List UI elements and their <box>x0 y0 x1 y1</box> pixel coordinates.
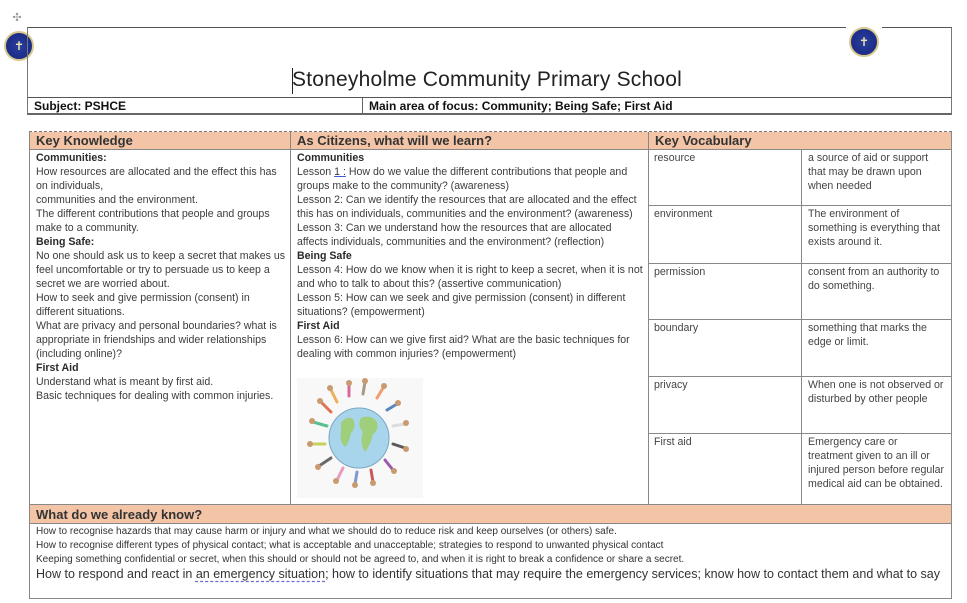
vocab-row <box>649 320 951 377</box>
curriculum-table <box>29 131 952 505</box>
kk-line: communities and the environment. <box>36 194 198 206</box>
vocab-term[interactable]: resource <box>649 150 802 205</box>
key-vocabulary-column <box>649 132 951 504</box>
globe-people-image[interactable] <box>297 378 423 498</box>
kk-line: The different contributions that people and groups make to a community. <box>36 208 270 234</box>
grammar-flag[interactable]: an emergency situation <box>195 567 326 581</box>
school-title[interactable]: Stoneyholme Community Primary School <box>292 68 683 91</box>
key-knowledge-header[interactable]: Key Knowledge <box>30 132 290 150</box>
kk-line: No one should ask us to keep a secret that makes us feel uncomfortable or try to persuade us to keep a secret we are worried about. <box>36 250 286 290</box>
kk-line: First Aid <box>36 362 79 374</box>
section-label: First Aid <box>297 320 340 332</box>
kk-line: Basic techniques for dealing with common injuries. <box>36 390 274 402</box>
vocab-term[interactable]: privacy <box>649 377 802 433</box>
as-citizens-body[interactable] <box>291 150 648 361</box>
prior-knowledge-line: How to recognise different types of physical contact; what is acceptable and unacceptable; strategies to respond to unwanted physical contact <box>36 540 664 551</box>
kk-line: How resources are allocated and the effect this has on individuals, <box>36 166 277 192</box>
key-knowledge-column <box>30 132 291 504</box>
move-handle-icon[interactable]: ✣ <box>12 11 22 24</box>
prior-knowledge-line: How to recognise hazards that may cause harm or injury and what we should do to reduce risk and keep ourselves (or others) safe. <box>36 526 617 537</box>
lesson-5: Lesson 5: How can we seek and give permission (consent) in different situations? (empowerment) <box>297 292 626 318</box>
subject-label[interactable]: Subject: PSHCE <box>28 98 363 113</box>
vocab-definition[interactable]: When one is not observed or disturbed by other people <box>808 379 944 405</box>
school-logo-right <box>849 27 879 57</box>
vocab-definition[interactable]: a source of aid or support that may be drawn upon when needed <box>808 152 929 192</box>
lesson-text: How do we value the different contributions that people and groups make to the community? (awareness) <box>297 166 628 192</box>
key-knowledge-body[interactable] <box>30 150 290 403</box>
vocab-definition[interactable]: consent from an authority to do something. <box>808 266 940 292</box>
crest-icon: ✝ <box>858 35 870 49</box>
vocab-definition[interactable]: something that marks the edge or limit. <box>808 322 927 348</box>
text-segment: ; how to identify situations that may require the emergency services; know how to contact them and what to say <box>325 567 940 581</box>
vocab-term[interactable]: boundary <box>649 320 802 376</box>
lesson-4: Lesson 4: How do we know when it is right to keep a secret, when it is not and who to talk to about this? (assertive communication) <box>297 264 643 290</box>
text-segment: How to respond and react in <box>36 567 196 581</box>
lesson-1 <box>297 165 644 193</box>
kk-line: Being Safe: <box>36 236 95 248</box>
vocab-row <box>649 264 951 320</box>
vocab-row <box>649 206 951 264</box>
vocab-row <box>649 377 951 434</box>
already-know-body[interactable] <box>30 524 951 583</box>
prior-knowledge-line: Keeping something confidential or secret, when this should or should not be agreed to, and when it is right to break a confidence or share a secret. <box>36 554 685 565</box>
lesson-prefix: Lesson <box>297 166 335 178</box>
vocab-term[interactable]: permission <box>649 264 802 319</box>
vocab-definition[interactable]: Emergency care or treatment given to an ill or injured person before regular medical aid can be obtained. <box>808 436 945 490</box>
kk-line: Understand what is meant by first aid. <box>36 376 214 388</box>
vocab-term[interactable]: First aid <box>649 434 802 505</box>
lesson-number: 1 : <box>334 166 346 178</box>
crest-icon: ✝ <box>13 39 25 53</box>
as-citizens-header[interactable]: As Citizens, what will we learn? <box>291 132 648 150</box>
vocab-term[interactable]: environment <box>649 206 802 263</box>
lesson-3: Lesson 3: Can we understand how the resources that are allocated affects individuals, communities and the environment? (reflection) <box>297 222 612 248</box>
kk-line: How to seek and give permission (consent) in different situations. <box>36 292 250 318</box>
prior-knowledge-line <box>36 567 945 582</box>
lesson-2: Lesson 2: Can we identify the resources that are allocated and the effect this has on individuals, communities and the environment? (awareness) <box>297 194 637 220</box>
vocab-row <box>649 150 951 206</box>
as-citizens-column <box>291 132 649 504</box>
kk-line: What are privacy and personal boundaries? what is appropriate in friendships and wider relationships (including online)? <box>36 320 277 360</box>
vocab-row <box>649 434 951 505</box>
key-vocabulary-header[interactable]: Key Vocabulary <box>649 132 951 150</box>
kk-line: Communities: <box>36 152 107 164</box>
already-know-section <box>29 505 952 599</box>
focus-label[interactable]: Main area of focus: Community; Being Safe; First Aid <box>369 99 673 113</box>
subject-row <box>27 97 952 115</box>
already-know-header[interactable]: What do we already know? <box>30 505 951 524</box>
vocab-definition[interactable]: The environment of something is everything that exists around it. <box>808 208 940 248</box>
lesson-6: Lesson 6: How can we give first aid? What are the basic techniques for dealing with common injuries? (empowerment) <box>297 334 630 360</box>
section-label: Communities <box>297 152 365 164</box>
globe-illustration-icon <box>297 378 423 498</box>
section-label: Being Safe <box>297 250 352 262</box>
